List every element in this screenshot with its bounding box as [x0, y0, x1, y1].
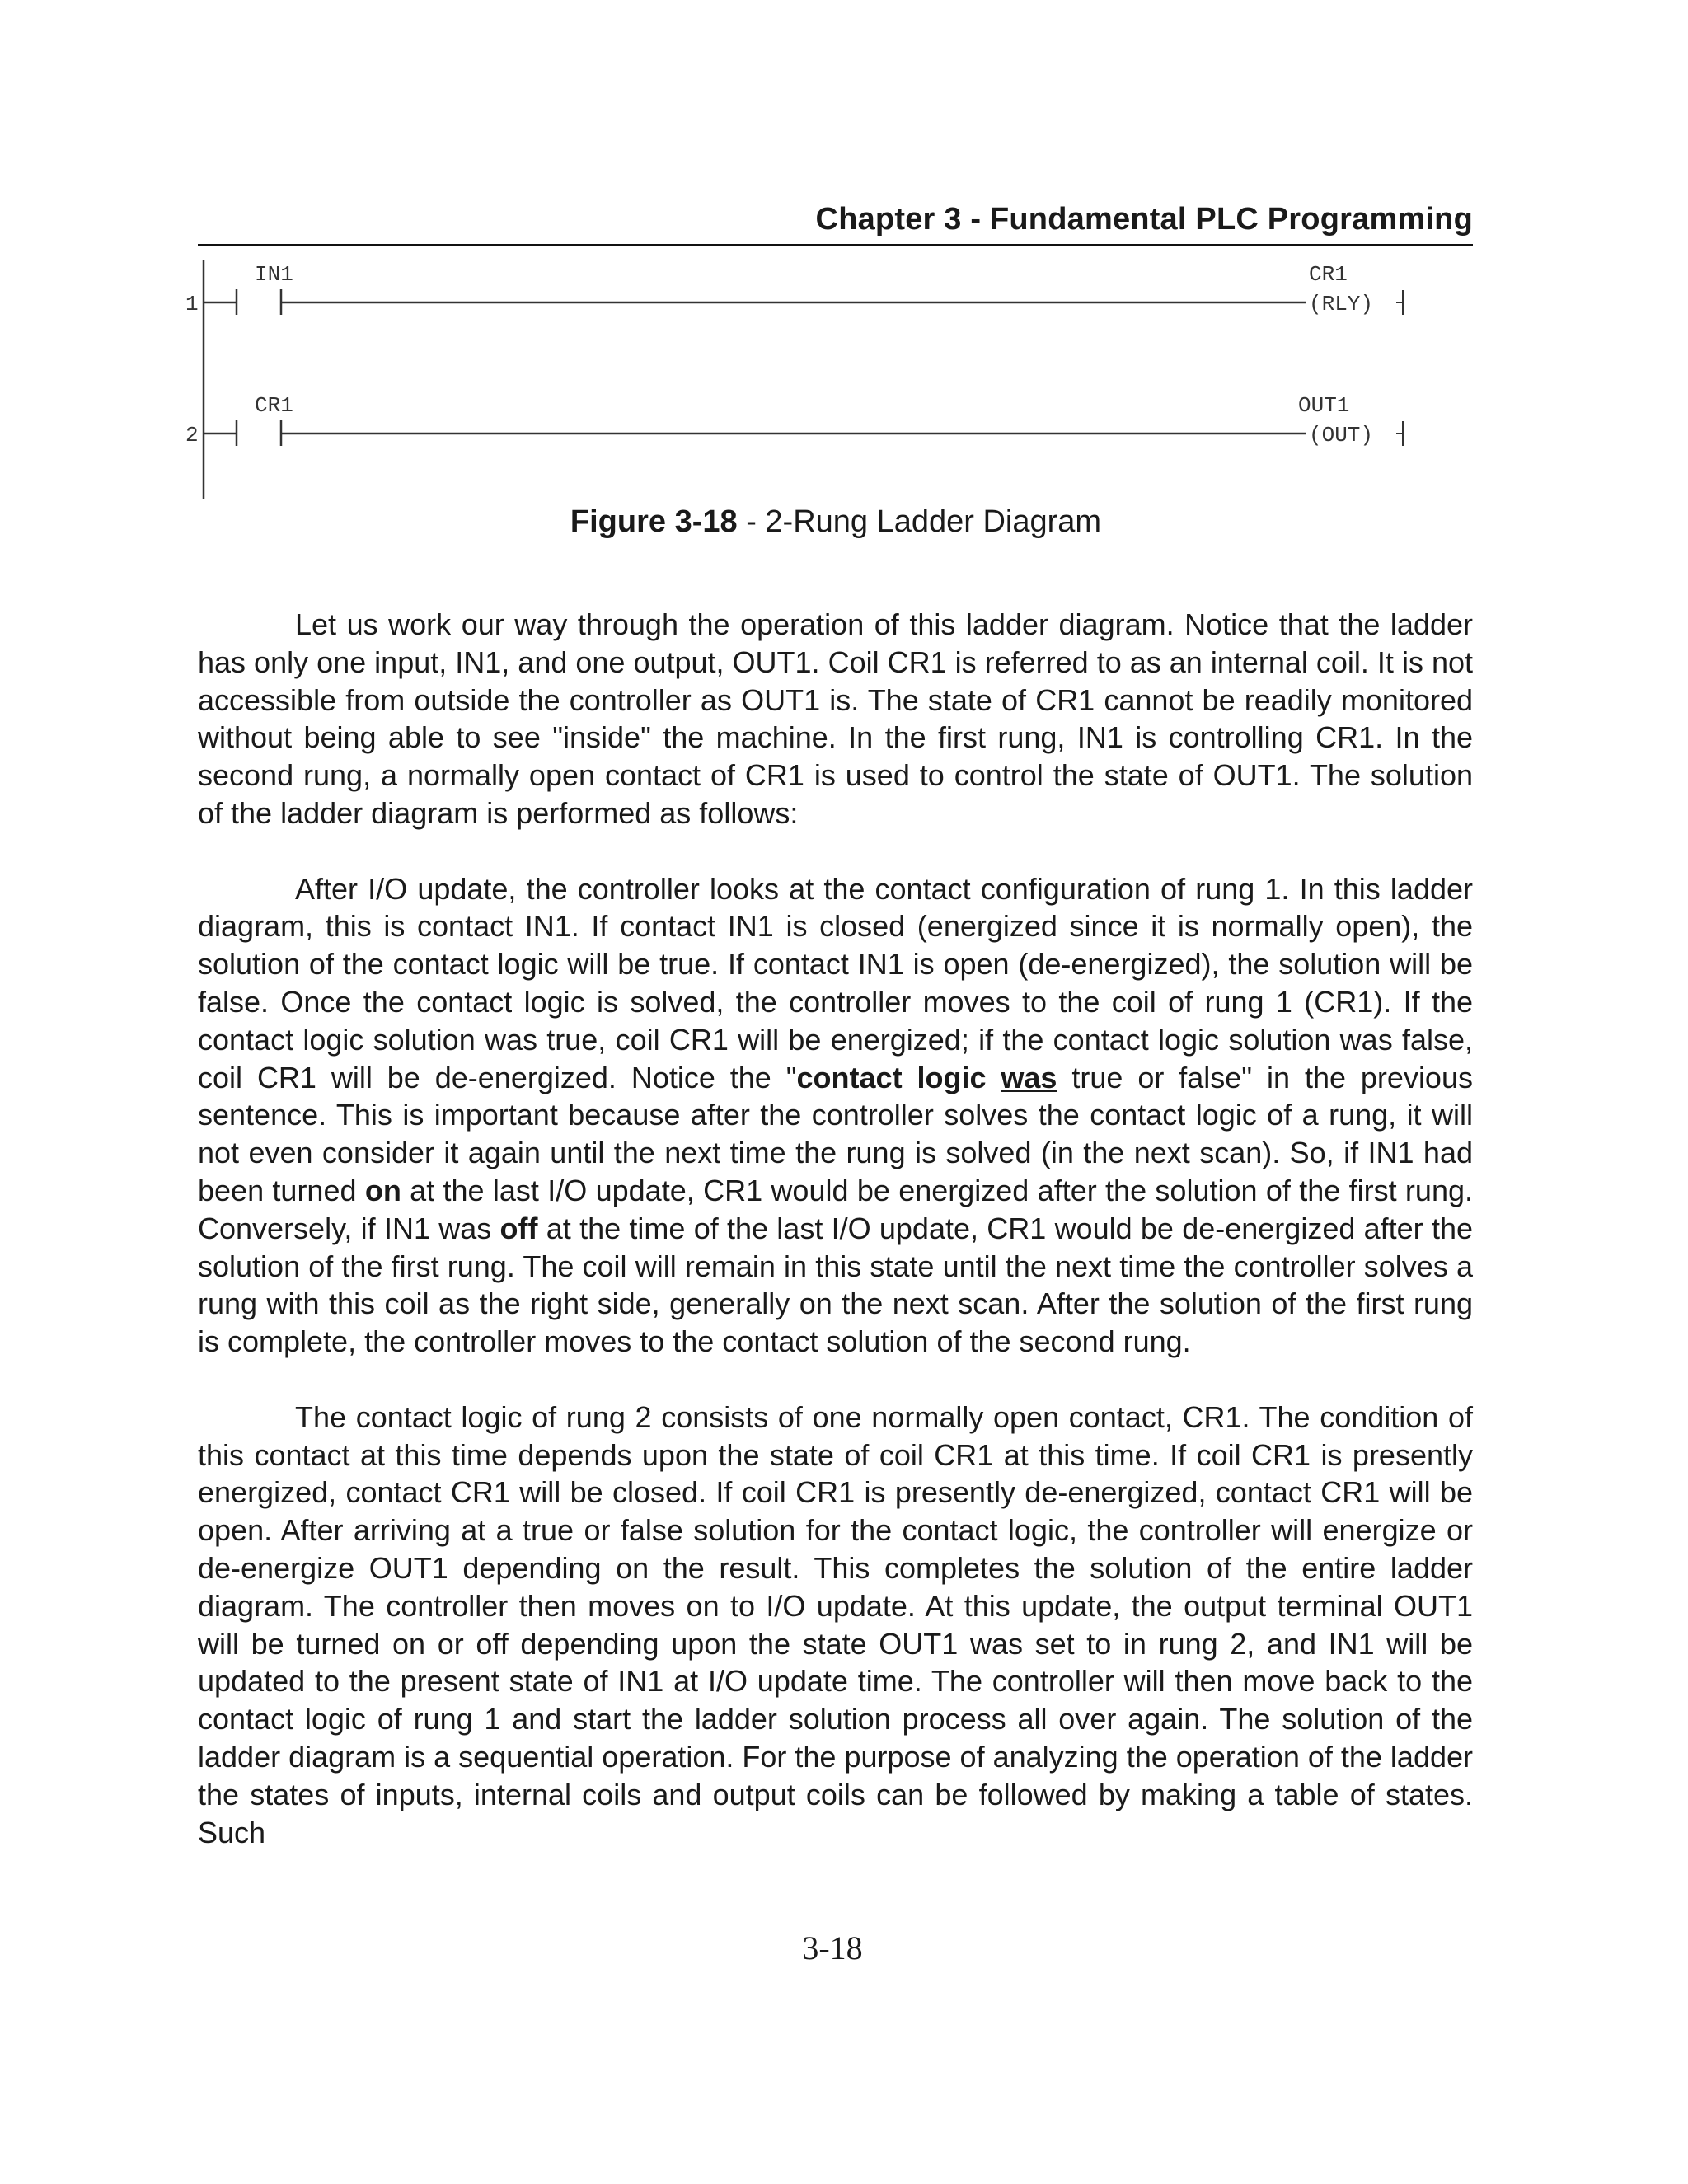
rung-1-contact-label: IN1	[255, 262, 293, 287]
ladder-diagram	[185, 255, 1438, 511]
rung-1-number: 1	[185, 292, 199, 316]
paragraph	[198, 606, 1473, 832]
rung-1	[185, 262, 1403, 316]
rung-2-coil-type: (OUT)	[1309, 423, 1374, 448]
rung-2	[185, 393, 1403, 448]
figure-caption-text: 2-Rung Ladder Diagram	[765, 504, 1102, 539]
bold-underlined-text: was	[1001, 1060, 1057, 1094]
figure-caption	[0, 504, 1672, 540]
text-run: The contact logic of rung 2 consists of one normally open contact, CR1. The condition of this contact at this time depends upon the state of coil CR1 at this time. If coil CR1 is presently energized, contact CR1 will be closed. If coil CR1 is presently de-energized, contact CR1 will be open. After arriving at a true or false solution for the contact logic, the controller will energize or de-energize OUT1 depending on the result. This completes the solution of the entire ladder diagram. The controller then moves on to I/O update. At this update, the output terminal OUT1 will be turned on or off depending upon the state OUT1 was set to in rung 2, and IN1 will be updated to the present state of IN1 at I/O update time. The controller will then move back to the contact logic of rung 1 and start the ladder solution process all over again. The solution of the ladder diagram is a sequential operation. For the purpose of analyzing the operation of the ladder the states of inputs, internal coils and output coils can be followed by making a table of states. Such	[198, 1399, 1473, 1849]
page-number: 3-18	[802, 1929, 863, 1966]
body-text	[198, 606, 1473, 1851]
text-run: at the last I/O update, CR1 would be energized after the solution of the first rung. Conversely, if IN1 was	[198, 1173, 1473, 1245]
paragraph	[198, 1399, 1473, 1852]
bold-text: off	[499, 1211, 538, 1245]
chapter-title: Chapter 3 - Fundamental PLC Programming	[815, 202, 1473, 237]
text-run: After I/O update, the controller looks at the contact configuration of rung 1. In this ladder diagram, this is contact IN1. If contact IN1 is closed (energized since it is normally open), the solution of the contact logic will be true. If contact IN1 is open (de-energized), the solution will be false. Once the contact logic is solved, the controller moves to the coil of rung 1 (CR1). If the contact logic solution was true, coil CR1 will be energized; if the contact logic solution was false, coil CR1 will be de-energized. Notice the "	[198, 871, 1473, 1094]
bold-text: on	[364, 1173, 401, 1207]
rung-1-coil-label: CR1	[1309, 262, 1348, 287]
rung-1-coil-type: (RLY)	[1309, 292, 1374, 316]
paragraph	[198, 870, 1473, 1361]
rung-2-number: 2	[185, 423, 199, 448]
figure-label: Figure 3-18	[570, 504, 738, 539]
rung-2-coil-label: OUT1	[1298, 393, 1350, 418]
text-run: at the time of the last I/O update, CR1 would be de-energized after the solution of the first rung. The coil will remain in this state until the next time the controller solves a rung with this coil as the right side, generally on the next scan. After the solution of the first rung is complete, the controller moves to the contact solution of the second rung.	[198, 1211, 1473, 1359]
page-header	[198, 196, 1473, 246]
text-run: Let us work our way through the operation of this ladder diagram. Notice that the ladder has only one input, IN1, and one output, OUT1. Coil CR1 is referred to as an internal coil. It is not accessible from outside the controller as OUT1 is. The state of CR1 cannot be readily monitored without being able to see "inside" the machine. In the first rung, IN1 is controlling CR1. In the second rung, a normally open contact of CR1 is used to control the state of OUT1. The solution of the ladder diagram is performed as follows:	[198, 607, 1473, 830]
figure-separator: -	[737, 504, 766, 539]
bold-text: contact logic	[796, 1060, 987, 1094]
text-run	[986, 1061, 1001, 1094]
rung-2-contact-label: CR1	[255, 393, 293, 418]
text-run: true or false" in the previous sentence. This is important because after the controller solves the contact logic of a rung, it will not even consider it again until the next time the rung is solved (in the next scan). So, if IN1 had been turned	[198, 1060, 1473, 1207]
